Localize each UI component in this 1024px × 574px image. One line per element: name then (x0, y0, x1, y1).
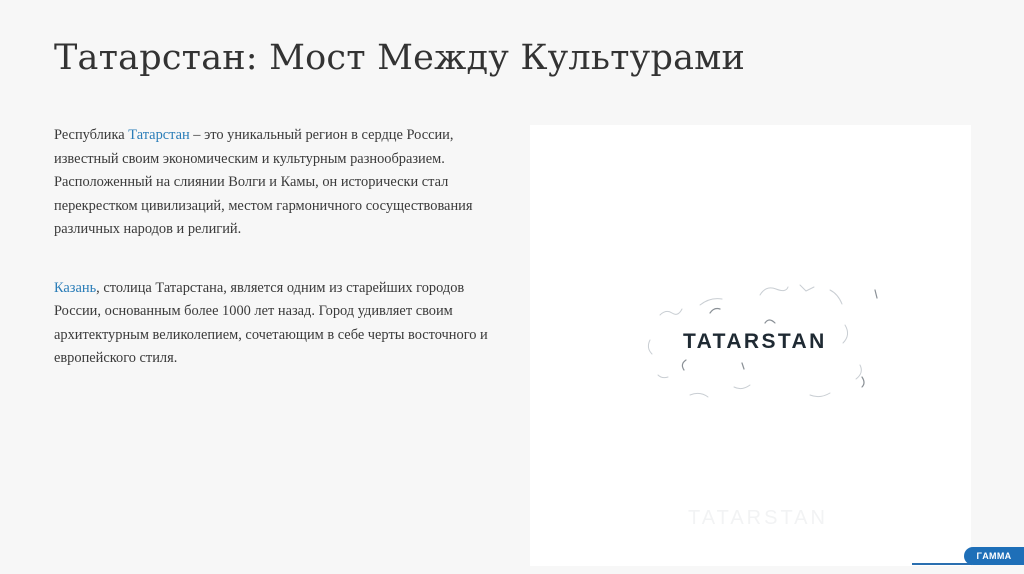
gamma-badge[interactable] (912, 547, 1024, 565)
tatarstan-link[interactable]: Татарстан (128, 127, 190, 143)
kazan-link[interactable]: Казань (54, 279, 97, 296)
faded-logo-text: TATARSTAN (688, 507, 828, 529)
tatarstan-logo-text: TATARSTAN (683, 330, 827, 353)
paragraph-kazan (54, 277, 504, 371)
gamma-badge-label[interactable]: ΓAMMA (964, 547, 1024, 565)
paragraph-1-before: Республика (54, 127, 129, 143)
slide-title: Татарстан: Мост Между Культурами (54, 38, 746, 78)
text-column (54, 124, 504, 406)
badge-underline (912, 563, 972, 565)
paragraph-1-body: – это уникальный регион в сердце России, известный своим экономическим и культурным разнообразием. Расположенный на слиянии Волги и Камы, он исторически стал перекрестком цивилизаций, местом гармоничного сосуществования различных народов и религий. (54, 127, 473, 237)
paragraph-2-body: , столица Татарстана, является одним из старейших городов России, основанным более 1000 лет назад. Город удивляет своим архитектурным великолепием, сочетающим в себе черты восточного и европейского стиля. (54, 279, 488, 366)
tatarstan-logo-image (530, 125, 971, 566)
paragraph-tatarstan (54, 124, 504, 242)
